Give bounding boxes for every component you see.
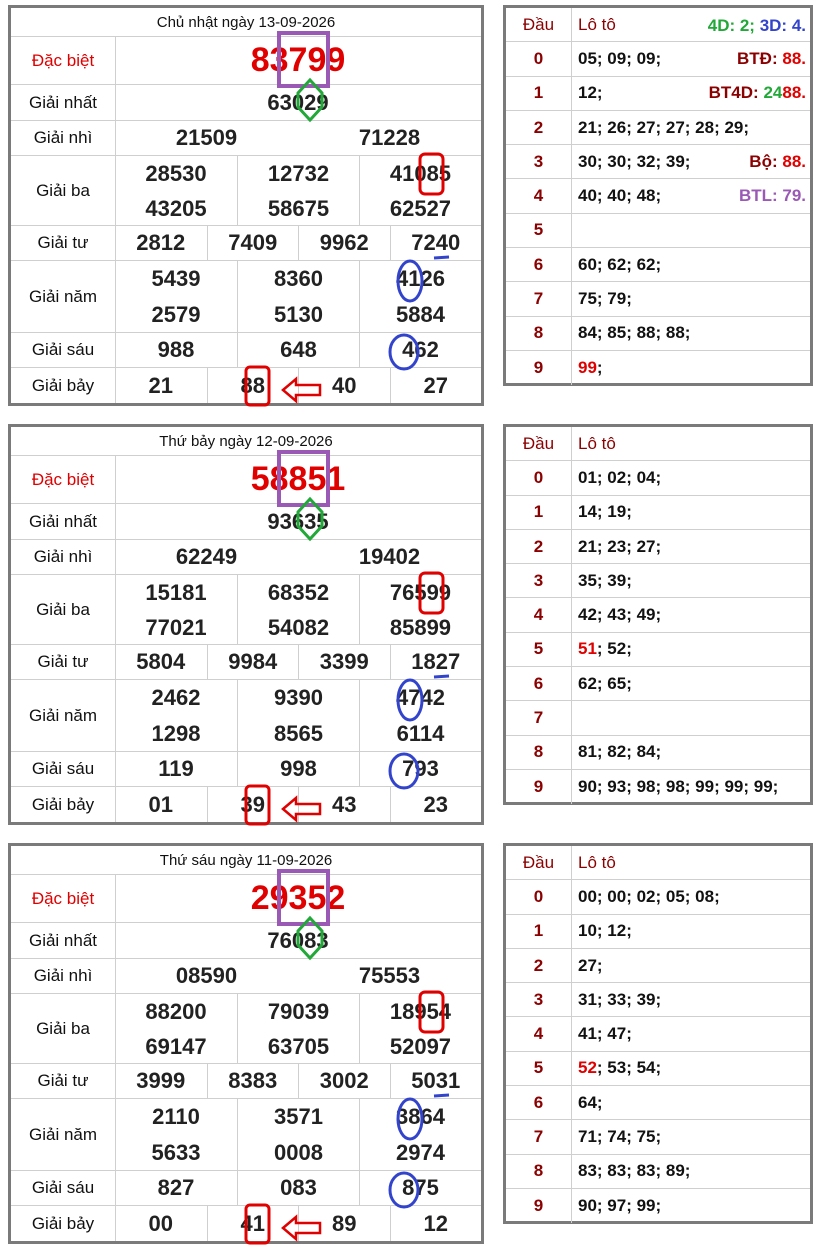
loto-dau: 3 [506, 145, 572, 178]
loto-head-label: Đầu [506, 427, 572, 460]
sixth-prize-number: 827 [157, 1175, 195, 1200]
loto-dau: 5 [506, 633, 572, 666]
loto-head-label: Đầu [506, 8, 572, 41]
loto-row [506, 1120, 810, 1154]
fifth-prize-number: 2462 [151, 685, 201, 710]
loto-row [506, 598, 810, 632]
third-prize-number: 63705 [237, 1029, 359, 1064]
loto-values [572, 949, 810, 982]
sixth-prize-number: 875 [359, 1171, 481, 1205]
loto-values [572, 880, 810, 913]
loto-hl: 51 [578, 639, 597, 659]
prize-row-special [11, 37, 481, 85]
third-prize-number: 54082 [237, 610, 359, 645]
loto-rest: 81; 82; 84; [578, 742, 662, 762]
loto-row [506, 983, 810, 1017]
third-prize-number: 68352 [237, 575, 359, 610]
loto-values [572, 530, 810, 563]
loto-rest: 42; 43; 49; [578, 605, 662, 625]
loto-rest: ; 52; [596, 639, 632, 659]
fourth-prize-number: 9962 [298, 226, 390, 260]
loto-values [572, 633, 810, 666]
sixth-prize-number: 119 [158, 756, 194, 781]
prize-label-third: Giải ba [11, 575, 116, 644]
prize-label-second: Giải nhì [11, 540, 116, 574]
prize-row-sixth [11, 1171, 481, 1206]
loto-dau: 4 [506, 179, 572, 212]
special-prize-number: 29352 [250, 879, 346, 917]
loto-values [572, 598, 810, 631]
loto-values [572, 42, 810, 75]
first-prize-number: 63029 [267, 89, 329, 115]
loto-values [572, 461, 810, 494]
fifth-prize-number: 2579 [151, 302, 201, 327]
seventh-prize-number: 39 [207, 787, 299, 822]
draw-date: Chủ nhật ngày 13-09-2026 [11, 8, 481, 37]
third-prize-number: 77021 [145, 614, 207, 640]
prize-label-special: Đặc biệt [11, 456, 116, 503]
prize-row-third [11, 994, 481, 1064]
prize-label-first: Giải nhất [11, 504, 116, 539]
stat-4d: 4D: 2; [707, 16, 755, 35]
result-table-2 [8, 424, 484, 825]
third-prize-number: 41085 [359, 156, 481, 191]
fourth-prize-number: 7240 [390, 226, 482, 260]
loto-rest: 10; 12; [578, 921, 632, 941]
stat-bt4d-label: BT4D: [708, 83, 759, 103]
loto-hl: 52 [578, 1058, 597, 1078]
stat-bt4d [709, 83, 806, 103]
sixth-prize-number: 998 [237, 752, 359, 786]
loto-row [506, 736, 810, 770]
loto-dau: 4 [506, 598, 572, 631]
loto-dau: 2 [506, 111, 572, 144]
loto-rest: 40; 40; 48; [578, 186, 662, 206]
prize-row-fifth [11, 680, 481, 752]
loto-row [506, 496, 810, 530]
loto-values [572, 282, 810, 315]
first-prize-number: 93635 [267, 508, 329, 534]
loto-row [506, 880, 810, 914]
loto-head-label: Đầu [506, 846, 572, 879]
loto-row [506, 351, 810, 385]
fourth-prize-number: 3002 [298, 1064, 390, 1098]
third-prize-number: 52097 [359, 1029, 481, 1064]
loto-row [506, 1086, 810, 1120]
prize-label-seventh: Giải bảy [11, 1206, 116, 1241]
seventh-prize-number: 27 [390, 368, 482, 403]
loto-table-2 [503, 424, 813, 805]
stat-btd [737, 49, 806, 69]
fourth-prize-number: 5804 [136, 649, 186, 674]
seventh-prize-number: 88 [207, 368, 299, 403]
prize-label-first: Giải nhất [11, 85, 116, 120]
loto-dau: 9 [506, 770, 572, 804]
loto-dau: 9 [506, 351, 572, 385]
fifth-prize-number: 5633 [151, 1140, 201, 1165]
loto-dau: 1 [506, 496, 572, 529]
fifth-prize-number: 2974 [359, 1135, 481, 1171]
loto-rest: 35; 39; [578, 570, 632, 590]
first-prize-number: 76083 [267, 927, 329, 953]
fifth-prize-number: 4742 [359, 680, 481, 716]
seventh-prize-number: 40 [298, 368, 390, 403]
loto-dau: 5 [506, 214, 572, 247]
loto-rest: 60; 62; 62; [578, 254, 662, 274]
loto-table-1 [503, 5, 813, 386]
loto-rest: 64; [578, 1092, 603, 1112]
loto-row [506, 1052, 810, 1086]
prize-row-sixth [11, 752, 481, 787]
sixth-prize-number: 793 [359, 752, 481, 786]
loto-row [506, 915, 810, 949]
second-prize-number: 19402 [358, 544, 421, 569]
prize-row-fourth [11, 1064, 481, 1099]
fifth-prize-number: 2110 [152, 1104, 200, 1129]
prize-label-second: Giải nhì [11, 121, 116, 155]
loto-rest: 71; 74; 75; [578, 1127, 662, 1147]
loto-rest: 14; 19; [578, 502, 632, 522]
loto-dau: 0 [506, 880, 572, 913]
third-prize-number: 79039 [237, 994, 359, 1029]
loto-dau: 6 [506, 667, 572, 700]
loto-values [572, 736, 810, 769]
fifth-prize-number: 3571 [237, 1099, 359, 1135]
fourth-prize-number: 3999 [136, 1068, 186, 1093]
fifth-prize-number: 9390 [237, 680, 359, 716]
third-prize-number: 43205 [145, 195, 207, 221]
loto-values [572, 770, 810, 804]
seventh-prize-number: 41 [207, 1206, 299, 1241]
prize-row-second [11, 121, 481, 156]
loto-dau: 0 [506, 42, 572, 75]
loto-values [572, 496, 810, 529]
loto-row [506, 1017, 810, 1051]
third-prize-number: 18954 [359, 994, 481, 1029]
loto-dau: 6 [506, 1086, 572, 1119]
seventh-prize-number: 43 [298, 787, 390, 822]
prize-label-fourth: Giải tư [11, 1064, 116, 1098]
stat-bt4d-a: 24 [763, 83, 783, 103]
fifth-prize-number: 1298 [151, 721, 201, 746]
fifth-prize-number: 5439 [151, 266, 201, 291]
loto-row [506, 633, 810, 667]
fourth-prize-number: 9984 [207, 645, 299, 679]
prize-label-special: Đặc biệt [11, 37, 116, 84]
loto-rest: 05; 09; 09; [578, 48, 662, 68]
prize-label-special: Đặc biệt [11, 875, 116, 922]
loto-dau: 6 [506, 248, 572, 281]
loto-values [572, 317, 810, 350]
prize-label-sixth: Giải sáu [11, 1171, 116, 1205]
loto-values [572, 1189, 810, 1223]
prize-row-fifth [11, 1099, 481, 1171]
loto-values [572, 351, 810, 385]
stat-bo [749, 152, 806, 172]
loto-values [572, 667, 810, 700]
third-prize-number: 62527 [359, 191, 481, 226]
loto-dau: 0 [506, 461, 572, 494]
fourth-prize-number: 2812 [136, 230, 186, 255]
second-prize-number: 71228 [358, 125, 421, 150]
loto-values [572, 248, 810, 281]
prize-row-first [11, 923, 481, 959]
fifth-prize-number: 6114 [359, 716, 481, 752]
loto-rest: 62; 65; [578, 673, 632, 693]
loto-head-label: Lô tô [578, 852, 616, 872]
fourth-prize-number: 7409 [207, 226, 299, 260]
prize-label-seventh: Giải bảy [11, 787, 116, 822]
loto-dau: 8 [506, 736, 572, 769]
loto-dau: 7 [506, 1120, 572, 1153]
loto-values [572, 915, 810, 948]
loto-row [506, 214, 810, 248]
prize-label-fourth: Giải tư [11, 226, 116, 260]
seventh-prize-number: 21 [148, 372, 173, 398]
loto-row [506, 77, 810, 111]
loto-values [572, 145, 810, 178]
prize-row-second [11, 959, 481, 994]
loto-dau: 3 [506, 983, 572, 1016]
loto-rest: ; 53; 54; [596, 1058, 662, 1078]
loto-rest: 90; 97; 99; [578, 1196, 662, 1216]
loto-values [572, 77, 810, 110]
sixth-prize-number: 083 [237, 1171, 359, 1205]
loto-header [506, 846, 810, 880]
loto-hl: 99 [578, 358, 597, 378]
third-prize-number: 76599 [359, 575, 481, 610]
loto-rest: 01; 02; 04; [578, 467, 662, 487]
loto-values [572, 564, 810, 597]
prize-row-special [11, 875, 481, 923]
loto-rest: 75; 79; [578, 289, 632, 309]
prize-row-seventh [11, 368, 481, 403]
loto-rest: 31; 33; 39; [578, 989, 662, 1009]
loto-dau: 5 [506, 1052, 572, 1085]
loto-row [506, 282, 810, 316]
loto-row [506, 949, 810, 983]
prize-label-sixth: Giải sáu [11, 752, 116, 786]
prize-label-sixth: Giải sáu [11, 333, 116, 367]
loto-head-label: Lô tô [578, 433, 616, 453]
loto-header [506, 8, 810, 42]
prize-label-first: Giải nhất [11, 923, 116, 958]
loto-head-label: Lô tô [578, 14, 616, 34]
loto-values [572, 1120, 810, 1153]
special-prize-number: 83799 [250, 41, 346, 79]
prize-row-seventh [11, 1206, 481, 1241]
prize-row-fourth [11, 226, 481, 261]
loto-row [506, 1155, 810, 1189]
loto-values [572, 1017, 810, 1050]
result-table-3 [8, 843, 484, 1244]
prize-row-fifth [11, 261, 481, 333]
prize-row-third [11, 575, 481, 645]
sixth-prize-number: 462 [359, 333, 481, 367]
loto-dau: 3 [506, 564, 572, 597]
result-table-1 [8, 5, 484, 406]
third-prize-number: 88200 [145, 998, 207, 1024]
loto-row [506, 248, 810, 282]
prize-label-fifth: Giải năm [11, 1099, 116, 1170]
loto-rest: 21; 23; 27; [578, 536, 662, 556]
third-prize-number: 28530 [145, 160, 207, 186]
stat-bt4d-b: 88. [782, 83, 806, 103]
fifth-prize-number: 5884 [359, 297, 481, 333]
seventh-prize-number: 01 [148, 791, 173, 817]
loto-row [506, 564, 810, 598]
third-prize-number: 15181 [145, 579, 207, 605]
loto-row [506, 179, 810, 213]
loto-row [506, 111, 810, 145]
draw-date: Thứ sáu ngày 11-09-2026 [11, 846, 481, 875]
prize-label-seventh: Giải bảy [11, 368, 116, 403]
loto-rest: ; [596, 358, 603, 378]
prize-row-third [11, 156, 481, 226]
prize-label-fourth: Giải tư [11, 645, 116, 679]
loto-values [572, 1155, 810, 1188]
fifth-prize-number: 3864 [359, 1099, 481, 1135]
prize-row-fourth [11, 645, 481, 680]
prize-label-second: Giải nhì [11, 959, 116, 993]
prize-row-sixth [11, 333, 481, 368]
loto-rest: 21; 26; 27; 27; 28; 29; [578, 117, 750, 137]
prize-row-first [11, 504, 481, 540]
stat-btl: BTL: 79. [738, 186, 806, 206]
prize-row-special [11, 456, 481, 504]
loto-row [506, 770, 810, 804]
prize-label-fifth: Giải năm [11, 680, 116, 751]
loto-row [506, 530, 810, 564]
third-prize-number: 85899 [359, 610, 481, 645]
third-prize-number: 12732 [237, 156, 359, 191]
loto-row [506, 317, 810, 351]
third-prize-number: 58675 [237, 191, 359, 226]
loto-row [506, 461, 810, 495]
loto-dau: 7 [506, 701, 572, 734]
seventh-prize-number: 00 [148, 1210, 173, 1236]
stat-btd-label: BTĐ: [737, 48, 778, 68]
fifth-prize-number: 5130 [237, 297, 359, 333]
prize-row-seventh [11, 787, 481, 822]
loto-dau: 1 [506, 77, 572, 110]
fourth-prize-number: 5031 [390, 1064, 482, 1098]
loto-values [572, 179, 810, 212]
loto-dau: 1 [506, 915, 572, 948]
loto-values [572, 1086, 810, 1119]
third-prize-number: 69147 [145, 1033, 207, 1059]
prize-label-third: Giải ba [11, 994, 116, 1063]
fourth-prize-number: 1827 [390, 645, 482, 679]
fifth-prize-number: 0008 [237, 1135, 359, 1171]
loto-rest: 83; 83; 83; 89; [578, 1161, 691, 1181]
prize-row-second [11, 540, 481, 575]
loto-dau: 8 [506, 1155, 572, 1188]
prize-label-third: Giải ba [11, 156, 116, 225]
loto-rest: 84; 85; 88; 88; [578, 323, 691, 343]
loto-row [506, 1189, 810, 1223]
stat-bo-val: 88. [782, 151, 806, 171]
loto-dau: 7 [506, 282, 572, 315]
loto-dau: 2 [506, 949, 572, 982]
loto-rest: 27; [578, 955, 603, 975]
loto-values [572, 111, 810, 144]
loto-rest: 12; [578, 83, 603, 103]
loto-row [506, 145, 810, 179]
loto-values [572, 214, 810, 247]
loto-rest: 41; 47; [578, 1024, 632, 1044]
loto-values [572, 1052, 810, 1085]
loto-row [506, 42, 810, 76]
stat-bo-label: Bộ: [749, 151, 778, 171]
sixth-prize-number: 648 [237, 333, 359, 367]
prize-row-first [11, 85, 481, 121]
special-prize-number: 58851 [250, 460, 346, 498]
loto-row [506, 701, 810, 735]
loto-table-3 [503, 843, 813, 1224]
seventh-prize-number: 12 [390, 1206, 482, 1241]
sixth-prize-number: 988 [157, 337, 195, 362]
loto-header [506, 427, 810, 461]
stat-4d3d [708, 16, 806, 36]
loto-rest: 90; 93; 98; 98; 99; 99; 99; [578, 777, 779, 797]
loto-values [572, 701, 810, 734]
stat-btd-val: 88. [782, 48, 806, 68]
loto-rest: 30; 30; 32; 39; [578, 151, 691, 171]
fifth-prize-number: 8565 [237, 716, 359, 752]
second-prize-number: 62249 [175, 544, 238, 569]
loto-dau: 4 [506, 1017, 572, 1050]
fifth-prize-number: 4126 [359, 261, 481, 297]
seventh-prize-number: 23 [390, 787, 482, 822]
loto-dau: 9 [506, 1189, 572, 1223]
draw-date: Thứ bảy ngày 12-09-2026 [11, 427, 481, 456]
seventh-prize-number: 89 [298, 1206, 390, 1241]
second-prize-number: 08590 [175, 963, 238, 988]
fifth-prize-number: 8360 [237, 261, 359, 297]
loto-row [506, 667, 810, 701]
prize-label-fifth: Giải năm [11, 261, 116, 332]
stat-3d: 3D: 4. [759, 16, 806, 35]
second-prize-number: 75553 [358, 963, 421, 988]
fourth-prize-number: 3399 [298, 645, 390, 679]
second-prize-number: 21509 [175, 125, 238, 150]
fourth-prize-number: 8383 [207, 1064, 299, 1098]
loto-dau: 8 [506, 317, 572, 350]
loto-dau: 2 [506, 530, 572, 563]
loto-rest: 00; 00; 02; 05; 08; [578, 886, 720, 906]
loto-values [572, 983, 810, 1016]
